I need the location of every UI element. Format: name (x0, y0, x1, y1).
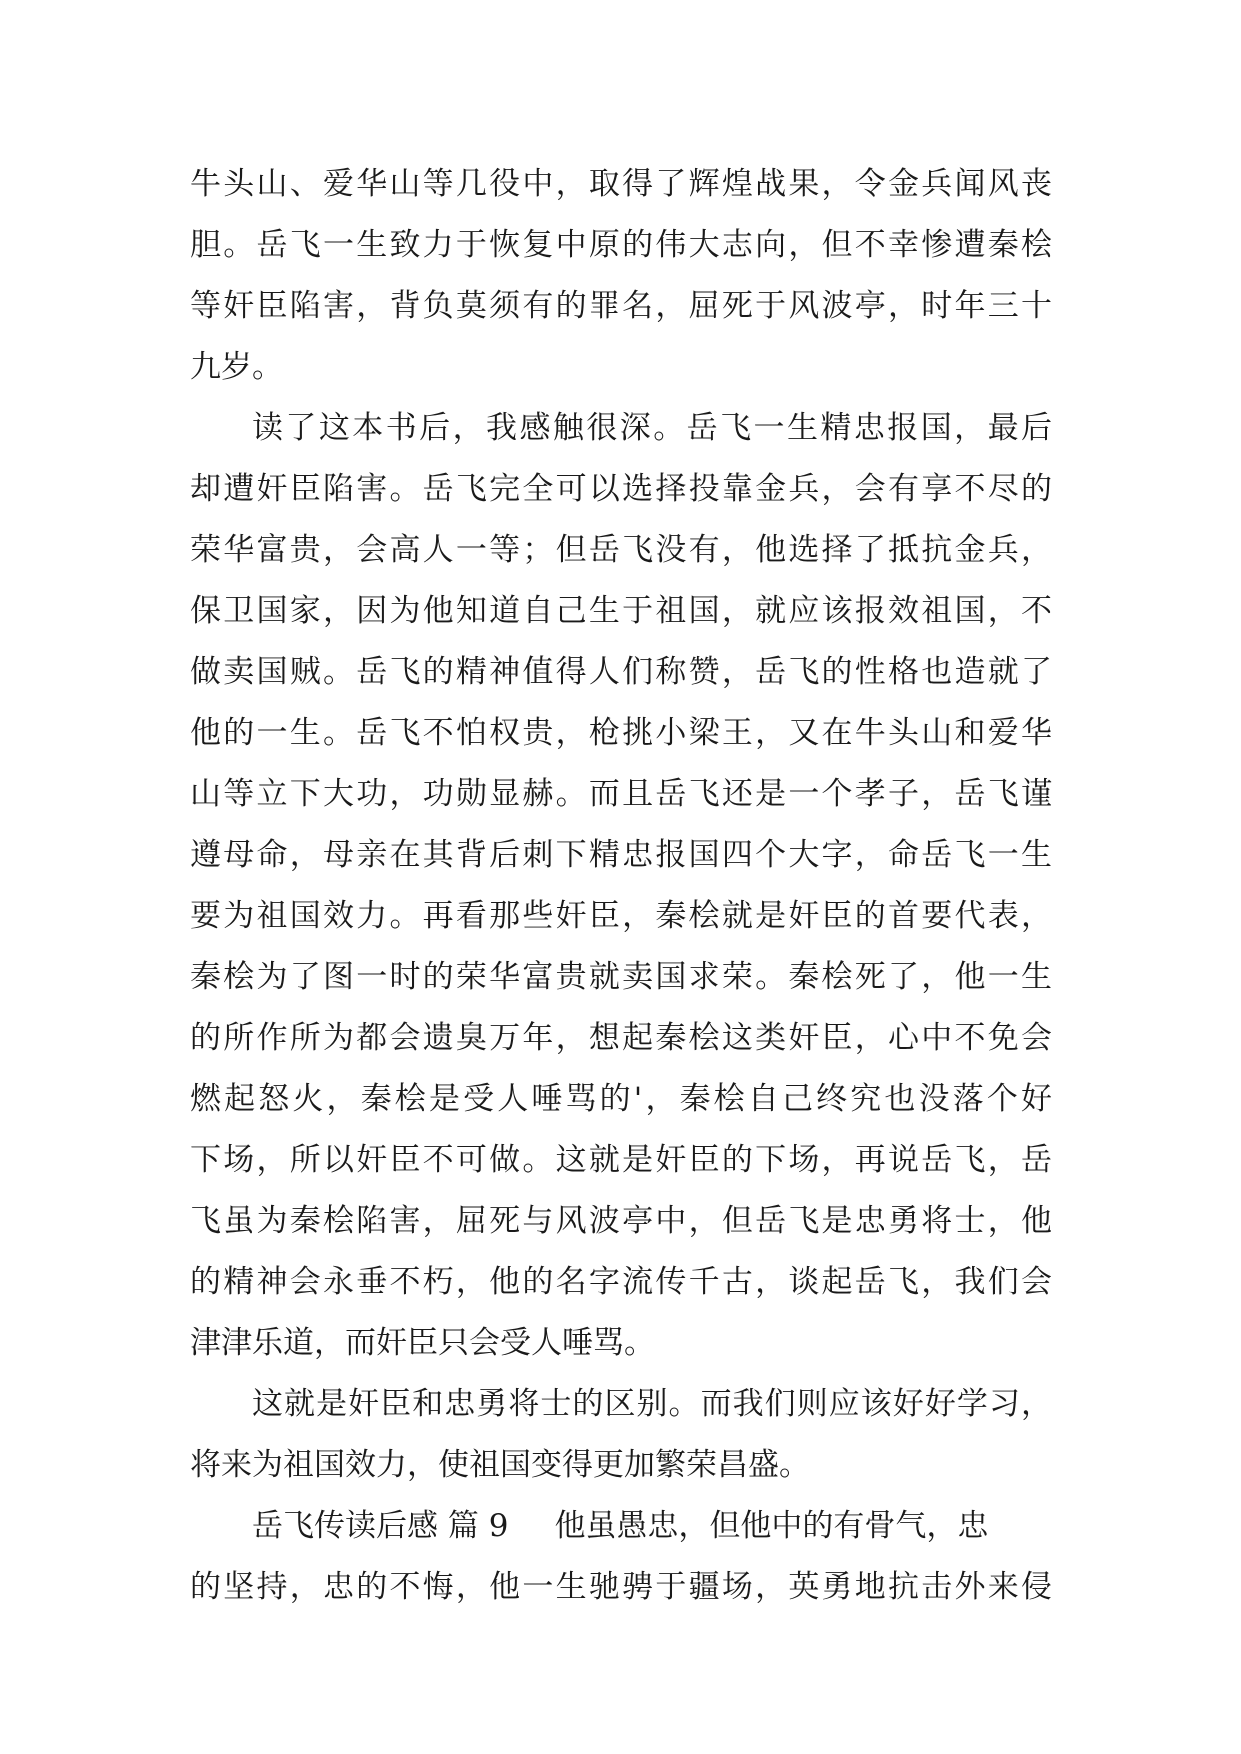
text-line: 遵母命，母亲在其背后刺下精忠报国四个大字，命岳飞一生 (190, 837, 1052, 873)
section-body-start: 他虽愚忠，但他中的有骨气，忠 (554, 1508, 989, 1544)
text-line: 的精神会永垂不朽，他的名字流传千古，谈起岳飞，我们会 (190, 1264, 1052, 1300)
text-line: 保卫国家，因为他知道自己生于祖国，就应该报效祖国，不 (190, 593, 1052, 629)
text-line: 他的一生。岳飞不怕权贵，枪挑小梁王，又在牛头山和爱华 (190, 715, 1052, 751)
document-body (190, 154, 1052, 1618)
paragraph (190, 398, 1052, 1374)
section-paragraph (190, 1496, 1052, 1618)
text-line: 胆。岳飞一生致力于恢复中原的伟大志向，但不幸惨遭秦桧 (190, 227, 1052, 263)
text-line: 等奸臣陷害，背负莫须有的罪名，屈死于风波亭，时年三十 (190, 288, 1052, 324)
text-line: 做卖国贼。岳飞的精神值得人们称赞，岳飞的性格也造就了 (190, 654, 1052, 690)
text-line: 九岁。 (190, 349, 283, 385)
text-line: 将来为祖国效力，使祖国变得更加繁荣昌盛。 (190, 1447, 810, 1483)
text-line: 秦桧为了图一时的荣华富贵就卖国求荣。秦桧死了，他一生 (190, 959, 1052, 995)
section-heading: 岳飞传读后感 篇 9 (252, 1508, 509, 1544)
text-line: 荣华富贵，会高人一等；但岳飞没有，他选择了抵抗金兵， (190, 532, 1052, 568)
text-line: 牛头山、爱华山等几役中，取得了辉煌战果，令金兵闻风丧 (190, 166, 1052, 202)
text-line: 要为祖国效力。再看那些奸臣，秦桧就是奸臣的首要代表， (190, 898, 1052, 934)
paragraph (190, 1374, 1052, 1496)
section-first-line (190, 1496, 1052, 1557)
text-line: 燃起怒火，秦桧是受人唾骂的'，秦桧自己终究也没落个好 (190, 1081, 1052, 1117)
text-line: 飞虽为秦桧陷害，屈死与风波亭中，但岳飞是忠勇将士，他 (190, 1203, 1052, 1239)
text-line: 的坚持，忠的不悔，他一生驰骋于疆场，英勇地抗击外来侵 (190, 1569, 1052, 1605)
text-line: 这就是奸臣和忠勇将士的区别。而我们则应该好好学习， (252, 1386, 1052, 1422)
text-line: 的所作所为都会遗臭万年，想起秦桧这类奸臣，心中不免会 (190, 1020, 1052, 1056)
text-line: 山等立下大功，功勋显赫。而且岳飞还是一个孝子，岳飞谨 (190, 776, 1052, 812)
text-line: 下场，所以奸臣不可做。这就是奸臣的下场，再说岳飞，岳 (190, 1142, 1052, 1178)
text-line: 读了这本书后，我感触很深。岳飞一生精忠报国，最后 (252, 410, 1052, 446)
paragraph (190, 154, 1052, 398)
text-line: 津津乐道，而奸臣只会受人唾骂。 (190, 1325, 655, 1361)
text-line: 却遭奸臣陷害。岳飞完全可以选择投靠金兵，会有享不尽的 (190, 471, 1052, 507)
